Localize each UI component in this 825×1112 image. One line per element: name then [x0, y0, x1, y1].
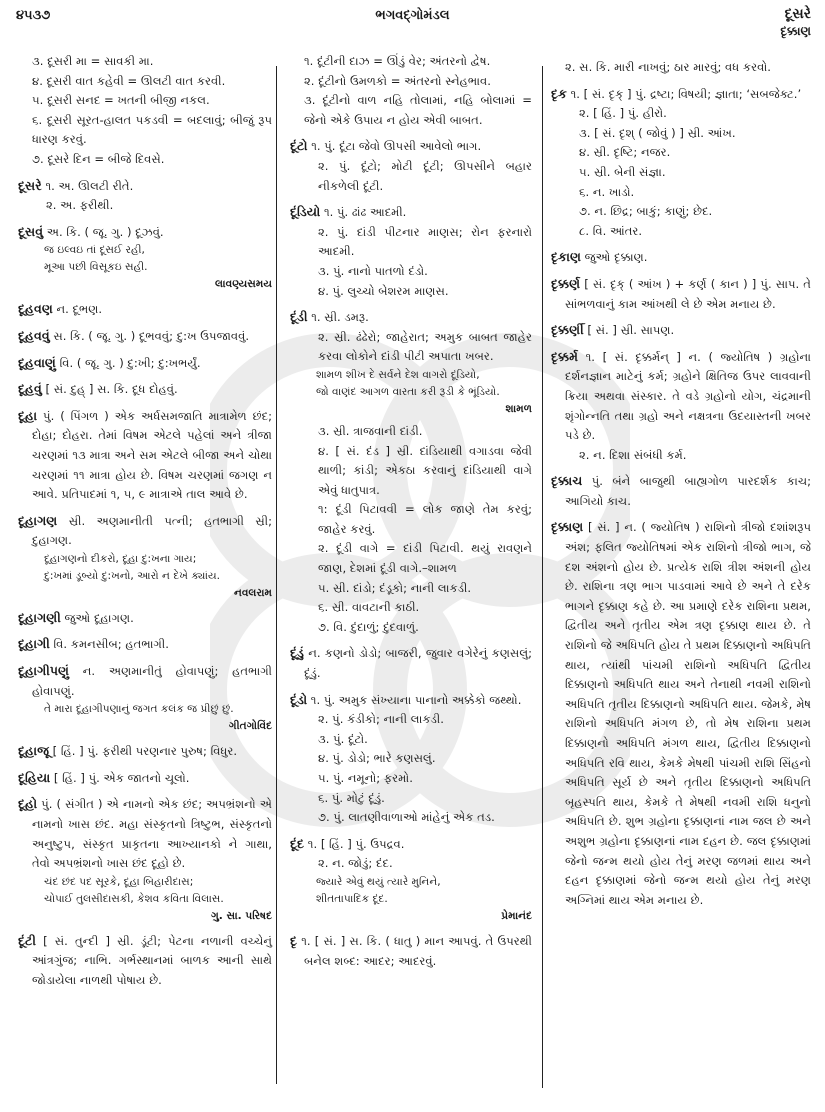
dictionary-entry — [18, 608, 272, 629]
entry-line — [551, 517, 811, 910]
column-middle — [290, 52, 532, 977]
headword: દૂસવું — [18, 223, 44, 239]
entry-line — [551, 84, 811, 105]
definition: [ સં. ] ન. ( જ્યોતિષ ) રાશિનો ત્રીજો દશાંશરૂપ અંશ; ફલિત જ્યોતિષમાં એક રાશિનો ત્રીજો ભાગ, જે દશ અંશનો હોય છે. પ્રત્યેક રાશિ ત્રીશ અંશની હોય છે. રાશિના ત્રણ ભાગ પાડવામાં આવે છે અને તે દરેક ભાગને દૃક્કાણ કહે છે. આ પ્રમાણે દરેક રાશિના પ્રથમ, દ્વિતીય અને તૃતીય એમ ત્રણ દૃક્કાણ થાય છે. તે રાશિનો જે અધિપતિ હોય તે પ્રથમ દિક્કાણનો અધિપતિ થાય, ત્યાંથી પાંચમી રાશિનો અધિપતિ દ્વિતીય દિક્કાણનો અધિપતિ થાય અને તેનાથી નવમી રાશિનો અધિપતિ તૃતીય દિક્કાણનો અધિપતિ થાય. જેમકે, મેષ રાશિનો અધિપતિ મંગળ છે, તો મેષ રાશિના પ્રથમ દિક્કાણનો અધિપતિ મંગળ થાય, દ્વિતીય દિક્કાણનો અધિપતિ રવિ થાય, કેમકે મેષથી પાંચમી રાશિ સિંહનો અધિપતિ સૂર્ય છે અને તૃતીય દિક્કાણનો અધિપતિ બૃહસ્પતિ થાય, કેમકે તે મેષથી નવમી રાશિ ધનુનો અધિપતિ છે. શુભ ગ્રહોના દૃક્કાણનાં નામ જલ છે અને અશુભ ગ્રહોના દૃક્કાણનાં નામ દહન છે. જલ દૃક્કાણમાં જેનો જન્મ થયો હોય તેનું મરણ જળમાં થાય અને દહન દૃક્કાણમાં જેનો જન્મ થયો હોય તેનું મરણ અગ્નિમાં થાય એમ મનાય છે. — [565, 520, 811, 907]
entry-line — [18, 353, 272, 374]
headword: દૂંટો — [290, 138, 308, 154]
headword: દૂહાગીપણું — [18, 663, 70, 679]
dictionary-entry — [18, 299, 272, 320]
definition: જુઓ દૂહાગણ. — [60, 610, 134, 625]
definition: [ સં. ] સ્રી. સાપણ. — [583, 323, 675, 338]
definition: વિ. કમનસીબ; હતભાગી. — [49, 637, 169, 652]
headword: દૃક્કર્ણી — [551, 322, 584, 338]
dictionary-entry — [290, 643, 532, 683]
entry-line — [551, 347, 811, 446]
dictionary-entry — [18, 768, 272, 789]
definition: અ. કિ. ( જૂ. ગુ. ) દૂઝવું. — [43, 224, 164, 239]
sense-line: ૨. દૂંડી વાગે = દાંડી પિટાવી. થયું રાવણને જાણ, દેશમાં દૂંડી વાગે.–શામળ — [318, 541, 532, 576]
headword: દૂંટી — [18, 932, 36, 948]
headword: દૂહાગી — [18, 636, 50, 652]
dictionary-entry — [18, 931, 272, 991]
sense-line: ૩. [ સં. દૃશ્ ( જોવું ) ] સ્રી. આંખ. — [579, 125, 736, 140]
definition: [ સં. તુન્દી ] સ્રી. ડૂંટી; પેટના નળાની વચ્ચેનું આંત્રગુંજ; નાભિ. ગર્ભસ્થાનમાં બાળક આની સાથે જોડાયેલા નાળથી પોષાય છે. — [32, 933, 272, 987]
headword: દૂસરે — [18, 177, 42, 193]
dictionary-entry — [551, 84, 811, 242]
entry-line — [18, 406, 272, 505]
entry-line — [18, 222, 272, 243]
definition: પું. ( સંગીત ) એ નામનો એક છંદ; અપભ્રંશનો એ નામનો ખાસ છંદ. મહા સંસ્કૃતનો ત્રિષ્ટુભ, સંસ્કૃતનો અનુષ્ટુપ, સંસ્કૃત પ્રાકૃતના આખ્યાનકો ને ગાથા, તેવો અપભ્રંશનો ખાસ છંદ દૂહો છે. — [32, 797, 272, 871]
definition: ૧. [ સં. દૃક્કર્મન્ ] ન. ( જ્યોતિષ ) ગ્રહોના દર્શનજ્ઞાન માટેનું કર્મ; ગ્રહોને ક્ષિતિજ ઉપર લાવવાની ક્રિયા અથવા સંસ્કાર. તે વડે ગ્રહોનો યોગ, ચંદ્રમાની શૃંગોન્નતિ તથા ગ્રહો અને નક્ષત્રના ઉદયાસ્તની ખબર પડે છે. — [565, 349, 811, 443]
dictionary-entry — [290, 136, 532, 196]
definition: સ. કિ. ( જૂ. ગુ. ) દૂભવવું; દુ:ખ ઉપજાવવું. — [49, 328, 250, 343]
sense-line: ૭. વિ. દુંદાળું; દુંદવાળું. — [318, 619, 419, 634]
dictionary-entry — [551, 471, 811, 511]
entry-line — [18, 379, 272, 400]
sense-line: ૨. પું. દાંડી પીટનાર માણસ; રોન ફરનારો આદમી. — [318, 224, 532, 259]
dictionary-entry — [18, 661, 272, 735]
quote-attribution: નવલરામ — [233, 586, 272, 599]
quote-line: ચંદ છંદ પદ સૂરકે, દૂહા બિહારીદાસ; — [44, 875, 194, 888]
definition: [ સં. દૃક્ ( આંખ ) + કર્ણ ( કાન ) ] પું. સાપ. તે સાંભળવાનું કામ આંખથી લે છે એમ મનાય છે. — [565, 276, 811, 311]
dictionary-entry — [551, 247, 811, 268]
quote-line: જ ઇલ્વઇ તાં દૂસઈ રહી, — [44, 244, 145, 257]
headword: દૂંડી — [290, 309, 308, 325]
definition: ૧. [ સં. દૃક્ ] પું. દ્રષ્ટા; વિષયી; જ્ઞાતા; ‘સબજેક્ટ.’ — [566, 86, 802, 101]
dictionary-entry — [290, 690, 532, 828]
dictionary-entry — [551, 274, 811, 314]
quote-line: જ્યારે એવું થયું ત્યારે મુનિને, — [316, 875, 441, 888]
sense-line: ૩. સ્રી. ત્રાજવાની દાંડી. — [318, 423, 423, 438]
dictionary-entry — [18, 634, 272, 655]
entry-line — [290, 136, 532, 157]
dictionary-entry — [290, 307, 532, 637]
definition: [ હિં. ] પું. એક જાતનો ચૂલો. — [50, 770, 190, 785]
dictionary-entry — [551, 517, 811, 910]
quote-attribution: શામળ — [505, 402, 532, 415]
guide-word-last: દૃક્કાણ — [780, 24, 811, 38]
sense-line: ૨. પું. કંડીકો; નાની લાકડી. — [318, 712, 444, 727]
sense-line: ૪. સ્રી. દૃષ્ટિ; નજર. — [579, 145, 671, 160]
headword: દૂંડું — [290, 645, 304, 661]
sense-line: ૭. દૂસરે દિન = બીજે દિવસે. — [32, 151, 165, 166]
sense-line: ૨. સ્રી. ઢંઢેરો; જાહેરાત; અમુક બાબત જાહેર કરવા લોકોને દાંડી પીટી અપાતા ખબર. — [318, 329, 532, 364]
definition: ૧. સ્રી. ડમરૂ. — [307, 310, 369, 325]
headword: દૂંડિયો — [290, 204, 321, 220]
running-title: ભગવદ્ગોમંડલ — [375, 8, 450, 23]
headword: દૃક્કાણ — [551, 519, 584, 535]
sense-line: ૨. [ હિં. ] પું. હીરો. — [579, 106, 667, 121]
entry-line — [551, 247, 811, 268]
sense-line: ૧. દૂંટીની દાઝ = ઊંડું વેર; અંતરનો દ્વેષ. — [304, 54, 491, 68]
dictionary-entry — [18, 222, 272, 294]
sense-line: ૩. દૂંટીનો વાળ નહિ તોલામાં, નહિ બોલામાં = જેનો એકે ઉપાય ન હોય એવી બાબત. — [304, 93, 532, 127]
entry-line — [18, 634, 272, 655]
dictionary-entry — [18, 511, 272, 602]
entry-line — [18, 768, 272, 789]
headword: દૃકાણ — [551, 249, 581, 265]
sense-line: ૩. દૂસરી મા = સાવકી મા. — [32, 54, 154, 68]
definition: વિ. ( જૂ. ગુ. ) દુ:ખી; દુ:ખભર્યું. — [55, 355, 201, 370]
definition: પું. ( પિંગળ ) એક અર્ધસમજાતિ માત્રામેળ છંદ; દોહા; દોહરા. તેમાં વિષમ એટલે પહેલાં અને ત્રીજા ચરણમાં ૧૩ માત્રા અને સમ એટલે બીજા અને ચોથા ચરણમાં ૧૧ માત્રા હોય છે. વિષમ ચરણમાં જગણ ન આવે. પ્રતિપાદમાં ૧, ૫, ૯ માત્રાએ તાલ આવે છે. — [32, 408, 272, 502]
headword: દૂહાગણી — [18, 609, 61, 625]
sense-line: ૨. દૂંટીનો ઉમળકો = અંતરનો સ્નેહભાવ. — [304, 73, 491, 88]
quote-attribution: ગુ. સા. પરિષદ — [211, 909, 272, 922]
sense-line: ૮. વિ. આંતર. — [579, 223, 643, 238]
headword: દૂહવવું — [18, 327, 50, 343]
entry-line — [290, 202, 532, 223]
dictionary-entry — [18, 353, 272, 374]
sense-line: ૬. દૂસરી સૂરત-હાલત પકડવી = બદલાવું; બીજું રૂપ ધારણ કરવું. — [32, 112, 272, 147]
headword: દૂહવું — [18, 381, 42, 397]
definition: ન. દૂભણ. — [52, 302, 103, 317]
headword: દૃ — [290, 932, 298, 948]
quote-line: શામળ શીખ દે સર્વને દેશ વાગરો દૂંડિયો, — [316, 368, 480, 381]
headword: દૂહિયા — [18, 769, 51, 785]
dictionary-entry — [18, 379, 272, 400]
sense-line: ૬. પું. મોટું દૂંડું. — [318, 790, 385, 805]
headword: દૂહવણ — [18, 301, 53, 317]
dictionary-entry — [290, 834, 532, 925]
entry-line — [18, 608, 272, 629]
sense-line: ૪. [ સં. દંડ ] સ્રી. દાંડિયાથી વગાડવા જેવી થાળી; કાંડી; એકઠા કરવાનું દાંડિયાથી વાગે એવું ધાતુપાત્ર. — [318, 443, 532, 497]
quote-line: તે મારા દૂહાગીપણાનું જગત કલંક જ પ્રીછું છું. — [44, 703, 234, 716]
definition: ૧. [ હિં. ] પું. ઉપદ્રવ. — [304, 836, 405, 851]
dictionary-entry — [551, 347, 811, 466]
headword: દૂહાજૂ — [18, 743, 49, 759]
sense-line: ૨. પું. દૂંટો; મોટી દૂંટી; ઊપસીને બહાર નીકળેલી દૂંટી. — [318, 158, 532, 193]
quote-attribution: પ્રેમાનંદ — [501, 909, 532, 922]
definition: [ હિં. ] પું. ફરીથી પરણનાર પુરુષ; વિધુર. — [49, 744, 238, 759]
page-header — [0, 0, 825, 50]
column-divider — [542, 66, 543, 1088]
sense-line: ૨. ન. જોડું; દંદ. — [318, 856, 393, 871]
headword: દૂહાગણ — [18, 512, 58, 528]
entry-line — [18, 326, 272, 347]
entry-line — [290, 931, 532, 971]
sense-line: ૫. સ્રી. બેની સંજ્ઞા. — [579, 164, 666, 179]
dictionary-entry — [18, 406, 272, 505]
sense-line: ૭. ન. છિદ્ર; બાકું; કાણું; છેદ. — [579, 204, 713, 219]
headword: દૃક્કાચ — [551, 473, 583, 489]
dictionary-entry — [551, 320, 811, 341]
sense-line: ૪. પું. લુચ્ચો બેશરમ માણસ. — [318, 283, 449, 298]
sense-line: ૬. ન. ખાડો. — [579, 184, 635, 199]
guide-word-first: દૂસરે — [784, 6, 811, 22]
entry-line — [290, 307, 532, 328]
definition: ૧. [ સં. ] સ. કિ. ( ધાતુ ) માન આપવું. તે ઉપરથી બનેલ શબ્દ: આદર; આદરવું. — [297, 933, 532, 968]
headword: દૂંડો — [290, 691, 308, 707]
headword: દૃક — [551, 85, 567, 101]
headword: દૃક્કર્ણ — [551, 275, 581, 291]
entry-line — [18, 299, 272, 320]
quote-attribution: ગીતગોવિંદ — [228, 720, 272, 733]
entry-line — [551, 274, 811, 314]
sense-line: ૩. પું. દૂંટો. — [318, 731, 368, 746]
dictionary-entry — [18, 176, 272, 216]
entry-line — [551, 471, 811, 511]
headword: દૂહો — [18, 796, 38, 812]
sense-line: ૩. પું. નાનો પાતળો દંડો. — [318, 263, 428, 278]
definition: [ સં. દુહ્ ] સ. કિ. દૂધ દોહવું. — [41, 382, 178, 397]
column-left — [18, 52, 272, 997]
entry-line — [18, 176, 272, 197]
sense-line: ૭. પું. લાતણીવાળાઓ માંહેનું એક તડ. — [318, 810, 495, 825]
sense-line: ૪. દૂસરી વાત કહેવી = ઊલટી વાત કરવી. — [32, 73, 226, 88]
quote-line: મૂઆ પછી વિસૂકઇ સહી. — [44, 261, 148, 274]
headword: દૃક્કર્મ — [551, 348, 579, 364]
sense-line: ૧: દૂંડી પિટાવવી = લોક જાણે તેમ કરવું; જાહેર કરવું. — [318, 502, 532, 536]
sense-line: ૨. અ. ફરીથી. — [46, 198, 114, 213]
headword: દૂહવાણું — [18, 354, 56, 370]
definition: પું. બંને બાજુથી બાહ્યગોળ પારદર્શક કાચ; આગિયો કાચ. — [565, 474, 811, 508]
entry-line — [290, 690, 532, 711]
definition: ન. અણમાનીતું હોવાપણું; હતભાગી હોવાપણું. — [32, 664, 272, 698]
definition: ન. કણનો ડોડો; બાજરી, જુવાર વગેરેનું કણસલું; દૂંડું. — [303, 646, 532, 681]
dictionary-entry — [290, 202, 532, 301]
quote-attribution: લાવણ્યસમય — [214, 278, 272, 291]
sense-line: ૨. ન. દિશા સંબંધી કર્મ. — [579, 447, 687, 462]
definition: ૧. પું. અમુક સંખ્યાના પાનાનો અક્કેકો જથ્થો. — [307, 692, 522, 707]
sense-line: ૫. સ્રી. દાંડો; દંડૂકો; નાની લાકડી. — [318, 580, 472, 595]
entry-line — [18, 741, 272, 762]
entry-line — [290, 643, 532, 683]
definition: સ્રી. અણમાનીતી પત્ની; હતભાગી સ્રી; દુહાગણ. — [32, 513, 272, 548]
quote-line: દુ:ખમાં ડૂબ્યો દુ:ખનો, આરો ન દેખે ક્યાંય. — [44, 569, 221, 582]
definition: ૧. પું. દૂંટા જેવો ઊપસી આવેલો ભાગ. — [307, 139, 482, 154]
dictionary-entry — [290, 931, 532, 971]
dictionary-entry — [18, 741, 272, 762]
definition: જુઓ દૃક્કાણ. — [581, 250, 648, 265]
entry-line — [551, 320, 811, 341]
sense-line: ૪. પું. ડોડો; ભારે કણસલું. — [318, 751, 436, 766]
entry-line — [290, 834, 532, 855]
sense-line: ૨. સ. કિ. મારી નાખવું; ઠાર મારવું; વધ કરવો. — [565, 60, 771, 74]
quote-line: દૂહાગણનો દીકરો, દૂહા દુ:ખના ગાય; — [44, 552, 197, 565]
headword: દૂંદ — [290, 835, 305, 851]
column-right — [551, 58, 811, 916]
quote-line: ચોપાઈ તુલસીદાસકી, કેશવ કવિતા વિલાસ. — [44, 892, 224, 905]
definition: ૧. પું. ઢાંઢ આદમી. — [320, 205, 407, 220]
dictionary-entry — [18, 794, 272, 924]
page-number: ૪૫૩૭ — [16, 8, 51, 23]
sense-line: ૫. દૂસરી સનદ = ખતની બીજી નકલ. — [32, 93, 210, 108]
sense-line: ૬. સ્રી. વાવટાની કાઠી. — [318, 600, 420, 615]
quote-line: જો વાણંદ આગળ વારતા કરી રૂડી કે ભૂંડિયો. — [316, 385, 500, 398]
headword: દૂહા — [18, 407, 38, 423]
entry-line — [18, 511, 272, 551]
entry-line — [18, 661, 272, 701]
entry-line — [18, 931, 272, 991]
column-divider — [276, 66, 277, 1084]
definition: ૧. અ. ઊલટી રીતે. — [41, 178, 134, 193]
sense-line: ૫. પું. નમૂનો; ફરમો. — [318, 771, 413, 785]
entry-line — [18, 794, 272, 873]
quote-line: શીતતાપાદિક દૂંદ. — [316, 892, 388, 905]
dictionary-entry — [18, 326, 272, 347]
